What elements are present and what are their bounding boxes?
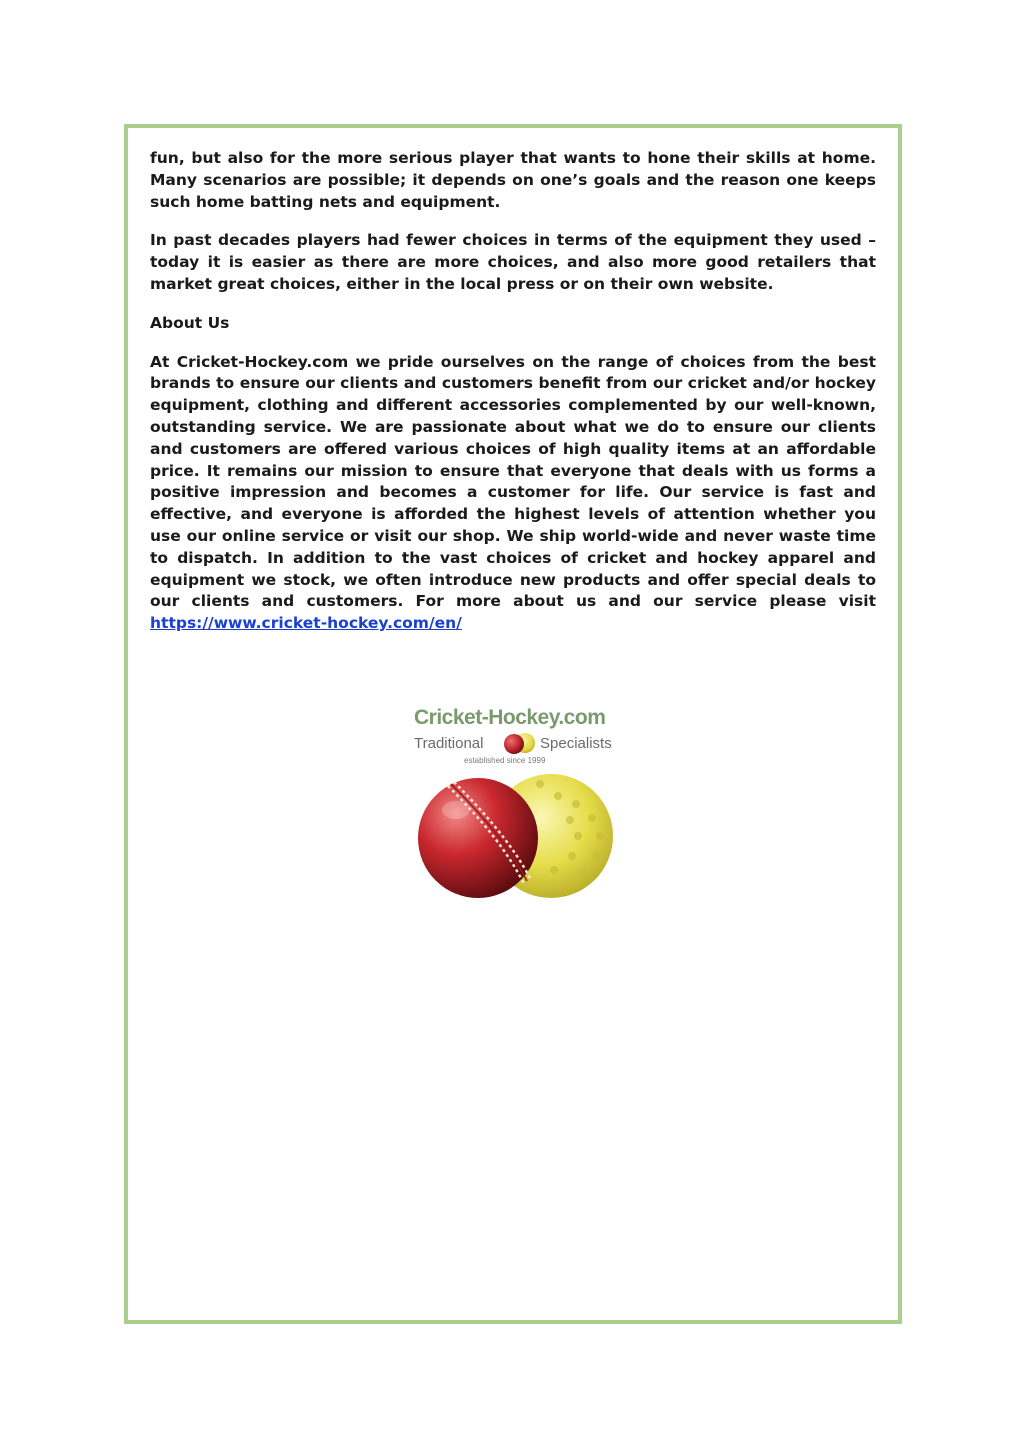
logo-title: Cricket-Hockey.com — [414, 706, 606, 729]
logo-left-word: Traditional — [414, 735, 484, 752]
logo-established: established since 1999 — [464, 756, 546, 765]
about-heading: About Us — [150, 313, 230, 332]
mini-balls-icon — [502, 731, 538, 755]
logo-right-word: Specialists — [540, 735, 612, 752]
text-content — [150, 148, 876, 652]
paragraph-intro: fun, but also for the more serious player that wants to hone their skills at home. Many scenarios are possible; it depends on one’s goals and the reason one keeps such home batting nets and equipment. — [150, 149, 876, 211]
paragraph-equipment: In past decades players had fewer choices in terms of the equipment they used – today it is easier as there are more choices, and also more good retailers that market great choices, either in the local press or on their own website. — [150, 231, 876, 293]
website-link[interactable]: https://www.cricket-hockey.com/en/ — [150, 614, 462, 633]
company-logo — [408, 706, 620, 902]
about-body: At Cricket-Hockey.com we pride ourselves on the range of choices from the best brands to ensure our clients and customers benefit from our cricket and/or hockey equipment, clothing and different accessories complemented by our well-known, outstanding service. We are passionate about what we do to ensure our clients and customers are offered various choices of high quality items at an affordable price. It remains our mission to ensure that everyone that deals with us forms a positive impression and becomes a customer for life. Our service is fast and effective, and everyone is afforded the highest levels of attention whether you use our online service or visit our shop. We ship world-wide and never waste time to dispatch. In addition to the vast choices of cricket and hockey apparel and equipment we stock, we often introduce new products and offer special deals to our clients and customers. For more about us and our service please visit — [150, 352, 876, 611]
cricket-hockey-balls-icon — [408, 766, 620, 902]
about-paragraph — [150, 352, 876, 635]
content-frame — [124, 124, 902, 1324]
